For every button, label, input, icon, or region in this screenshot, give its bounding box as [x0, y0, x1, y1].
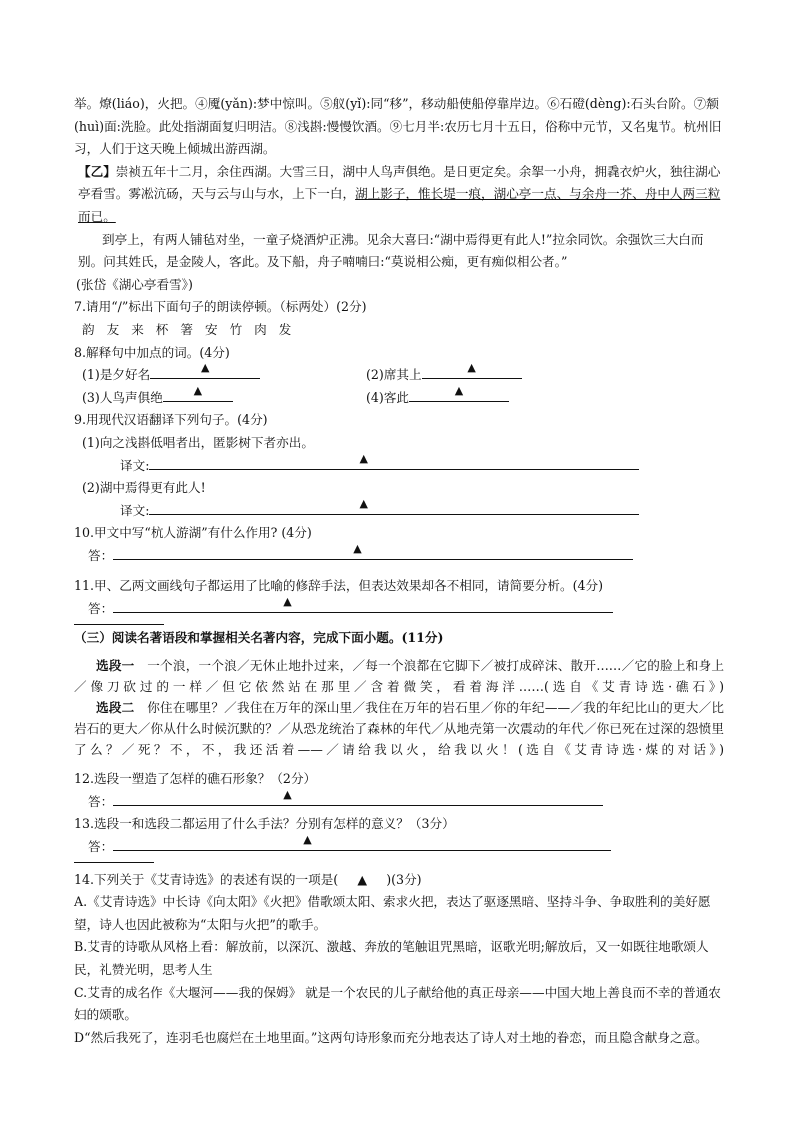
q9-translation-1: [74, 451, 724, 478]
q9-answer-1[interactable]: [149, 451, 639, 470]
translation-label: 译文:: [120, 502, 150, 518]
annotation-notes: 举。燎(liáo)，火把。④魇(yǎn):梦中惊叫。⑤舣(yǐ):同“移”，移动船使船停靠岸边。⑥石磴(dèng):石头台阶。⑦颒(huì)面:洗脸。此处指湖面复归明洁。⑧浅斟:慢慢饮酒。⑨七月半:农历七月十五日，俗称中元节，又名鬼节。杭州旧习，人们于这天晚上倾城出游西湖。: [74, 96, 722, 157]
q12-answer-row: [74, 787, 724, 814]
question-14: [74, 869, 724, 892]
q9-translation-2: [74, 496, 724, 523]
q8-blank-1[interactable]: [150, 361, 260, 379]
option-a: A.《艾青诗选》中长诗《向太阳》《火把》借歌颂太阳、索求火把，表达了驱逐黑暗、坚持斗争、争取胜利的美好愿望，诗人也因此被称为“太阳与火把”的歌手。: [74, 894, 711, 932]
answer-label: 答：: [88, 547, 114, 563]
question-7: 7.请用“/”标出下面句子的朗读停顿。（标两处）(2分): [74, 299, 367, 315]
q8-item-1: (1)是夕好名: [82, 367, 151, 383]
answer-label: 答：: [88, 793, 114, 809]
q8-blank-3[interactable]: [163, 383, 233, 402]
q11-answer-continuation[interactable]: [74, 623, 164, 625]
passage-yi-underlined: 湖上影子，惟长堤一痕，湖心亭一点、与余舟一芥、舟中人两三粒而已。: [78, 186, 721, 224]
passage-yi-para2: 到亭上，有两人铺毡对坐，一童子烧酒炉正沸。见余大喜曰:“湖中焉得更有此人!”拉余同饮。余强饮三大白而别。问其姓氏，是金陵人，客此。及下船，舟子喃喃曰:“莫说相公痴，更有痴似相公者。”: [78, 231, 704, 270]
section-3-title: （三）阅读名著语段和掌握相关名著内容，完成下面小题。(11分): [74, 629, 444, 645]
q10-answer-row: [74, 541, 724, 568]
q8-blank-2[interactable]: [422, 361, 522, 379]
option-d: D“然后我死了，连羽毛也腐烂在土地里面。”这两句诗形象而充分地表达了诗人对土地的眷恋，而且隐含献身之意。: [74, 1029, 708, 1045]
q7-sentence: 韵 友 来 杯 箸 安 竹 肉 发: [82, 321, 296, 337]
triangle-mark: ▲: [283, 787, 292, 801]
question-13: 13.选段一和选段二都运用了什么手法？分别有怎样的意义？（3分）: [74, 816, 455, 832]
q10-answer[interactable]: [113, 541, 633, 560]
q9-answer-2[interactable]: [149, 496, 639, 515]
translation-label: 译文:: [120, 457, 150, 473]
q13-answer-continuation[interactable]: [74, 861, 154, 863]
q8-item-4: (4)客此: [366, 389, 410, 405]
question-10: 10.甲文中写“杭人游湖”有什么作用? (4分): [74, 525, 312, 541]
answer-label: 答：: [88, 601, 114, 617]
q12-answer[interactable]: [113, 787, 603, 806]
q11-answer[interactable]: [113, 595, 613, 613]
q13-answer[interactable]: [113, 833, 611, 851]
triangle-mark: ▲: [283, 595, 292, 609]
question-9: 9.用现代汉语翻译下列句子。(4分): [74, 412, 268, 428]
option-c: C.艾青的成名作《大堰河——我的保姆》 就是一个农民的儿子献给他的真正母亲——中国大地上善良而不幸的普通农妇的颂歌。: [74, 984, 721, 1023]
triangle-mark: ▲: [303, 833, 312, 847]
q11-answer-row: [74, 595, 724, 621]
triangle-mark: ▲: [200, 361, 210, 375]
answer-label: 答：: [88, 839, 114, 855]
question-11: 11.甲、乙两文画线句子都运用了比喻的修辞手法，但表达效果却各不相同，请简要分析。(4分): [74, 578, 604, 594]
excerpt-2-label: 选段二: [96, 700, 135, 716]
q8-row-2: [74, 383, 724, 410]
triangle-mark: ▲: [193, 383, 203, 397]
excerpt-1: [74, 655, 724, 697]
q14-points: )(3分): [386, 871, 422, 887]
option-b: B.艾青的诗歌从风格上看：解放前，以深沉、激越、奔放的笔触诅咒黑暗，讴歌光明;解放后，又一如既往地歌颂人民，礼赞光明，思考人生: [74, 939, 709, 977]
q13-answer-row: [74, 833, 724, 859]
excerpt-2: [74, 697, 724, 760]
q8-item-2: (2)席其上: [366, 367, 422, 383]
excerpt-1-text: 一个浪，一个浪／无休止地扑过来，／每一个浪都在它脚下／被打成碎沫、散开……／它的脸上和身上／像刀砍过的一样／但它依然站在那里／含着微笑，看着海洋……(选自《艾青诗选·礁石》): [74, 658, 724, 695]
triangle-mark: ▲: [359, 496, 368, 510]
q9-sentence-2: (2)湖中焉得更有此人!: [82, 480, 206, 496]
passage-yi-text: 崇祯五年十二月，余住西湖。大雪三日，湖中人鸟声俱绝。是日更定矣。余挐一小舟，拥毳衣炉火，独往湖心亭看雪。雾凇沆砀，天与云与山与水，上下一白，: [78, 163, 721, 202]
q8-blank-4[interactable]: [409, 383, 509, 402]
q8-item-3: (3)人鸟声俱绝: [82, 389, 163, 405]
excerpt-1-label: 选段一: [96, 658, 135, 674]
excerpt-2-text: 你住在哪里？／我住在万年的深山里／我住在万年的岩石里／你的年纪——／我的年纪比山的更大／比岩石的更大／你从什么时候沉默的？／从恐龙统治了森林的年代／从地壳第一次震动的年代／你已死在过深的怨愤里了么？／死？不，不，我还活着——／请给我以火，给我以火！(选自《艾青诗选·煤的对话》): [74, 700, 724, 758]
triangle-mark: ▲: [467, 361, 476, 375]
passage-yi-source: (张岱《湖心亭看雪》): [76, 276, 193, 292]
triangle-mark: ▲: [454, 383, 464, 397]
exam-page: [74, 93, 724, 1049]
question-8: 8.解释句中加点的词。(4分): [74, 344, 230, 360]
passage-yi-label: 【乙】: [78, 163, 116, 179]
q14-answer-slot[interactable]: ▲: [357, 871, 368, 887]
triangle-mark: ▲: [359, 451, 368, 465]
passage-yi-para1: [74, 161, 724, 229]
q14-text: 14.下列关于《艾青诗选》的表述有误的一项是(: [74, 871, 339, 887]
triangle-mark: ▲: [353, 541, 362, 555]
q9-sentence-1: (1)向之浅斟低唱者出，匿影树下者亦出。: [82, 434, 314, 450]
q8-row-1: [74, 361, 724, 387]
question-12: 12.选段一塑造了怎样的礁石形象？（2分）: [74, 771, 317, 787]
